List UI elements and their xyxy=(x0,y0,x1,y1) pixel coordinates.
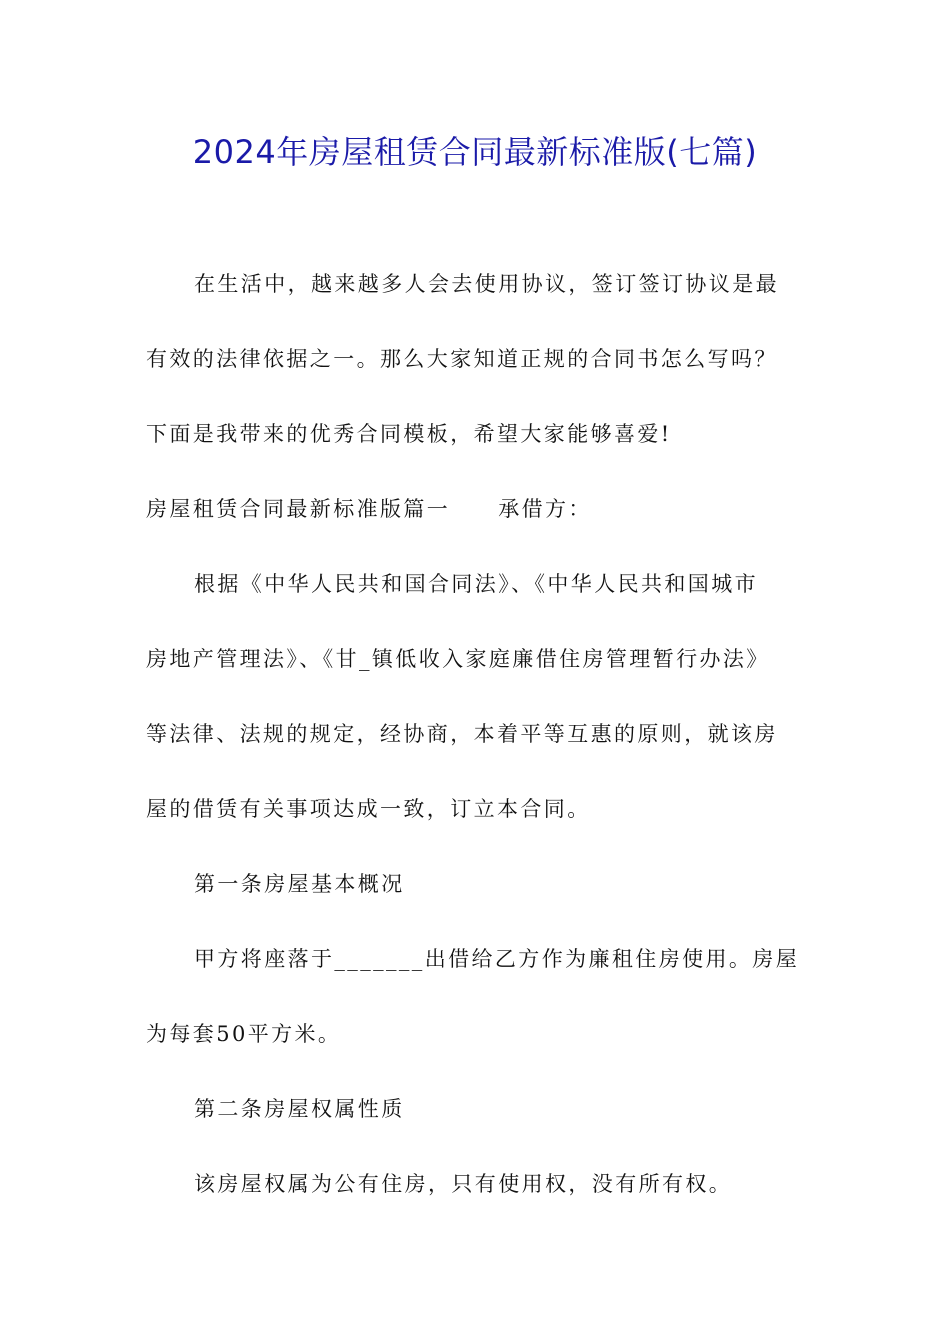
paragraph-line: 该房屋权属为公有住房，只有使用权，没有所有权。 xyxy=(194,1172,733,1196)
section-heading: 房屋租赁合同最新标准版篇一 xyxy=(146,497,451,521)
paragraph-line: 屋的借赁有关事项达成一致，订立本合同。 xyxy=(146,797,591,821)
article-heading: 第二条房屋权属性质 xyxy=(194,1097,405,1121)
section-heading-line xyxy=(146,493,826,525)
paragraph-line: 为每套50平方米。 xyxy=(146,1022,342,1046)
paragraph-line: 甲方将座落于_______出借给乙方作为廉租住房使用。房屋 xyxy=(194,947,800,971)
article-heading: 第一条房屋基本概况 xyxy=(194,872,405,896)
paragraph-line: 下面是我带来的优秀合同模板，希望大家能够喜爱! xyxy=(146,422,672,446)
paragraph-line: 在生活中，越来越多人会去使用协议，签订签订协议是最 xyxy=(194,272,779,296)
paragraph-line: 有效的法律依据之一。那么大家知道正规的合同书怎么写吗？ xyxy=(146,347,778,371)
party-label: 承借方： xyxy=(498,497,592,521)
paragraph-line: 房地产管理法》、《甘_镇低收入家庭廉借住房管理暂行办法》 xyxy=(146,647,770,671)
document-title: 2024年房屋租赁合同最新标准版(七篇) xyxy=(192,133,758,171)
paragraph-line: 根据《中华人民共和国合同法》、《中华人民共和国城市 xyxy=(194,572,758,596)
paragraph-line: 等法律、法规的规定，经协商，本着平等互惠的原则，就该房 xyxy=(146,722,778,746)
